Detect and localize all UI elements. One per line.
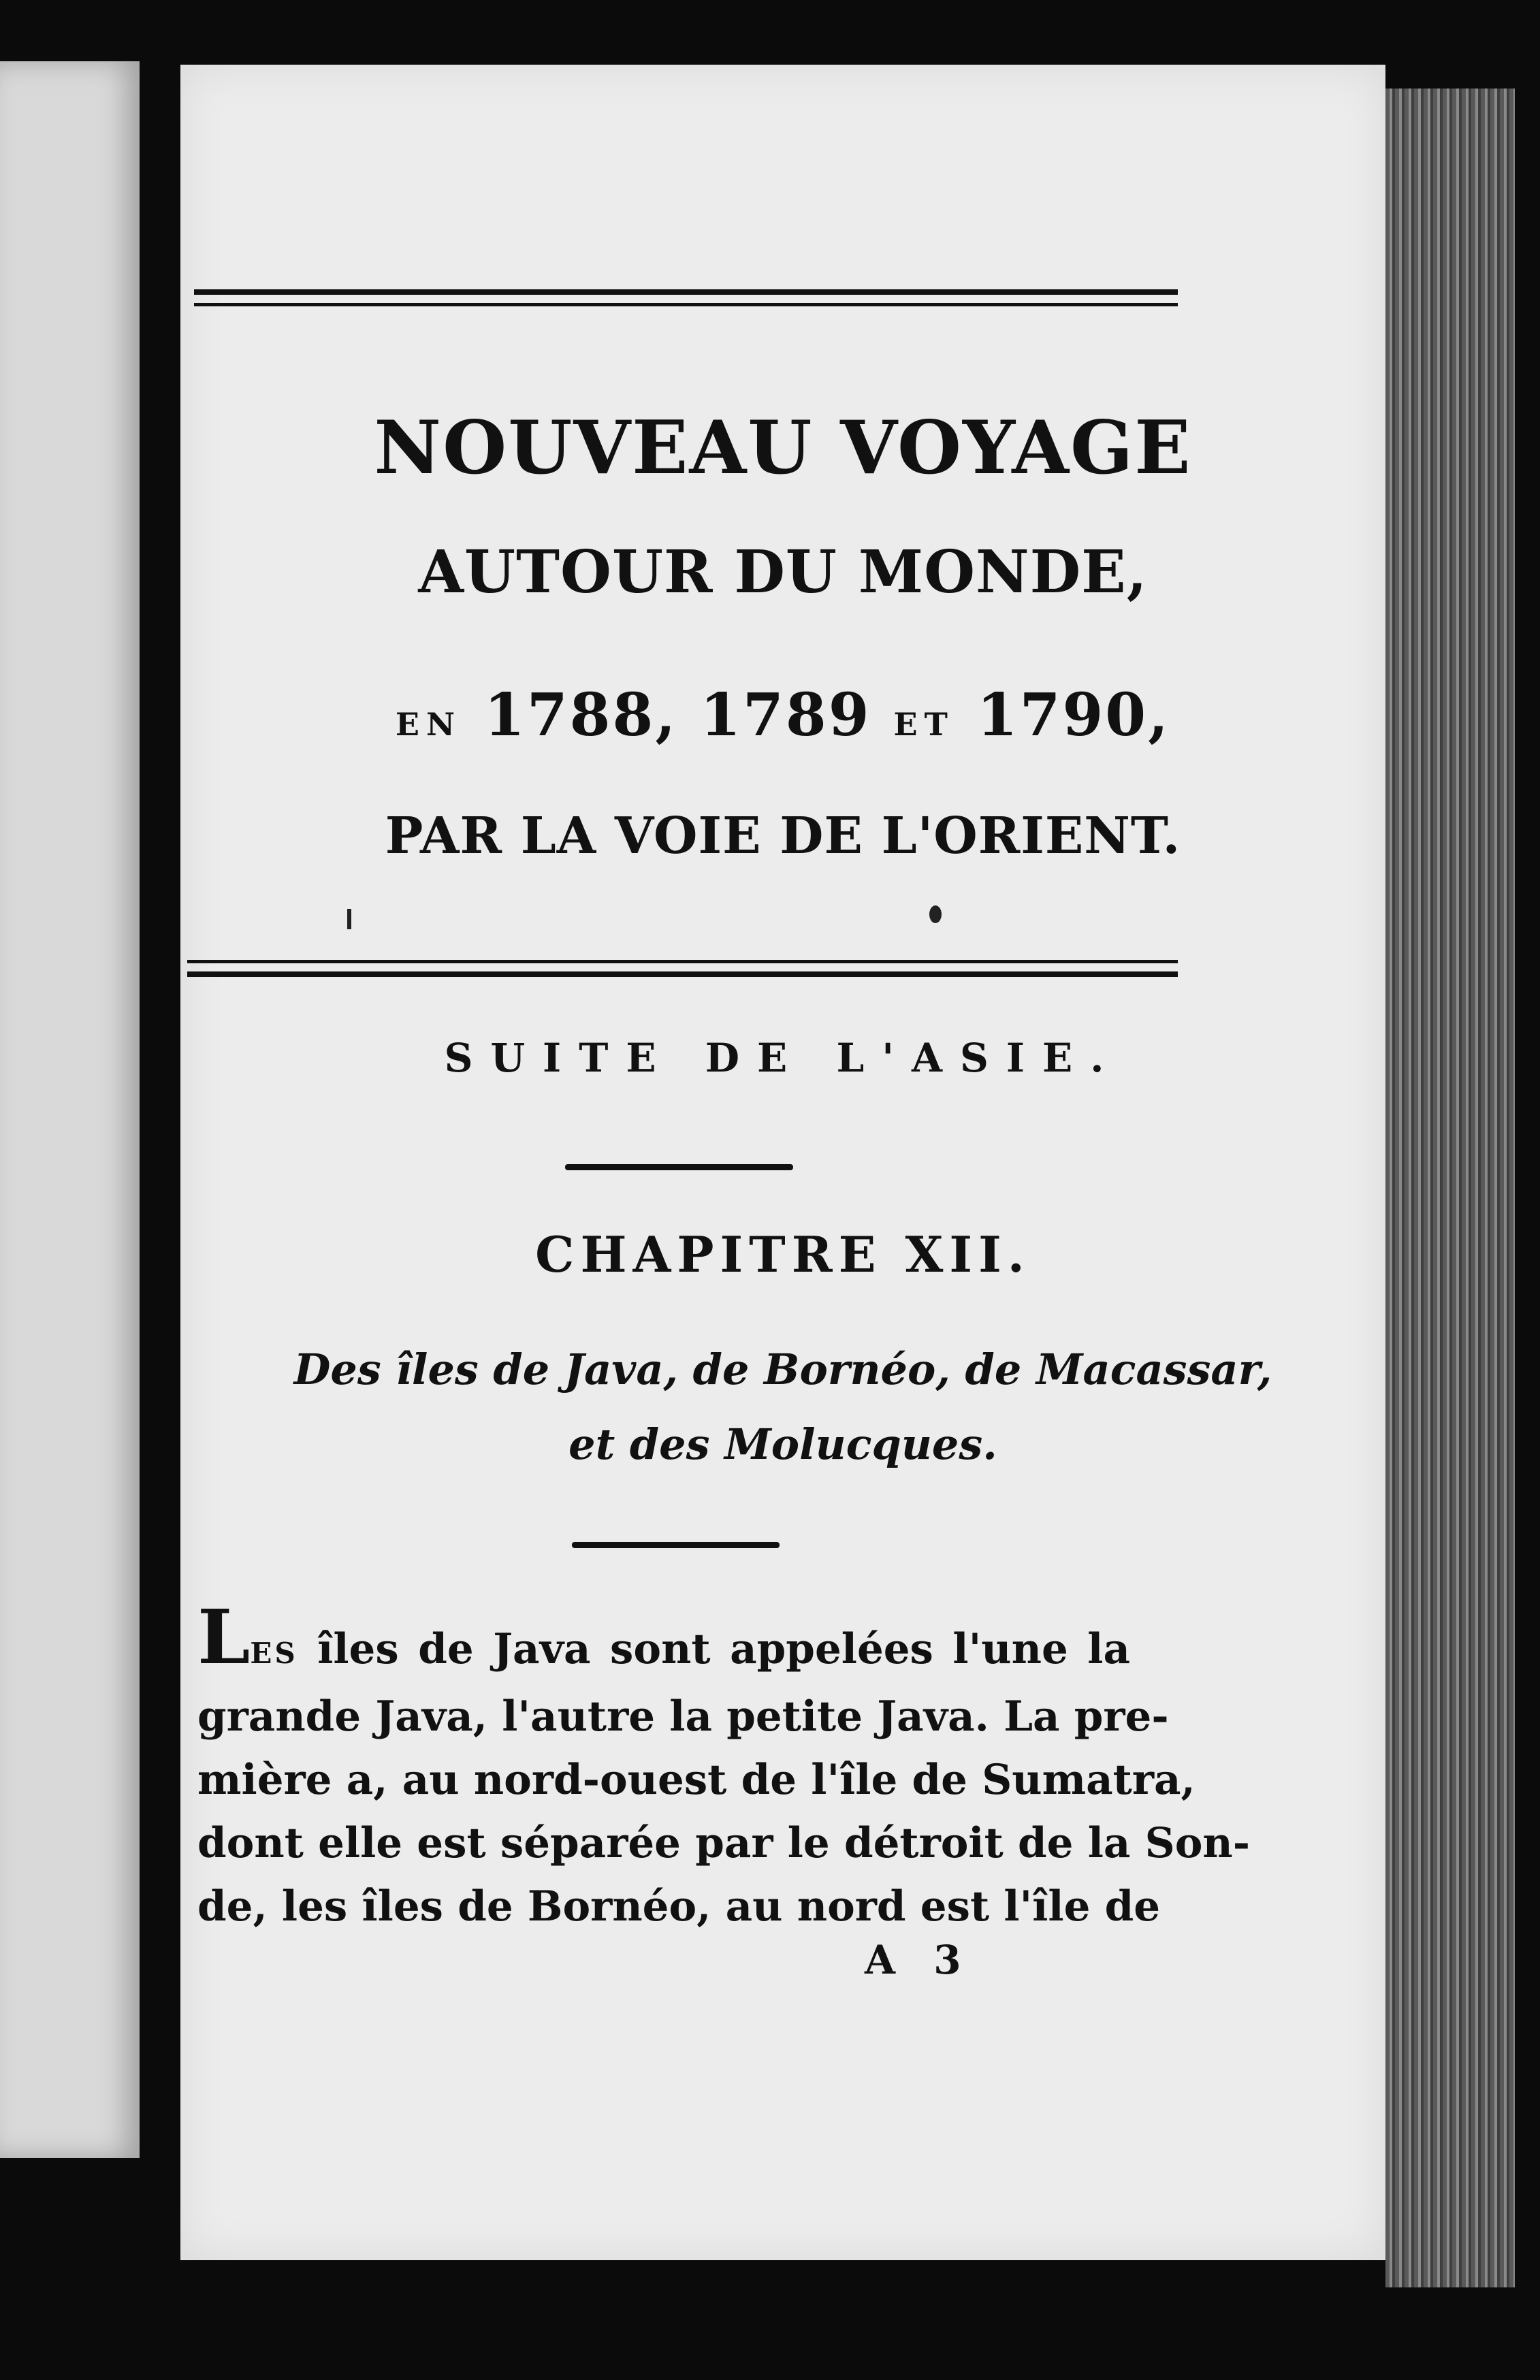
title-line-4: PAR LA VOIE DE L'ORIENT. [385, 807, 1181, 865]
signature-mark: A 3 [865, 1937, 974, 1983]
title-et: ET [893, 706, 955, 743]
body-paragraph [197, 1593, 1251, 1938]
middle-double-rule [187, 960, 1178, 985]
body-line-2: grande Java, l'autre la petite Java. La pre- [197, 1692, 1169, 1741]
body-line-1 [197, 1593, 1130, 1685]
title-line-2: AUTOUR DU MONDE, [418, 538, 1148, 607]
ink-speck [929, 905, 942, 923]
title-en: EN [395, 706, 462, 743]
chapter-heading: CHAPITRE XII. [535, 1225, 1031, 1283]
chapter-subtitle-line-1: Des îles de Java, de Bornéo, de Macassar, [293, 1345, 1272, 1394]
title-line-1: NOUVEAU VOYAGE [374, 405, 1192, 491]
title-years-1: 1788, 1789 [483, 681, 871, 750]
previous-page-edge [0, 61, 140, 2158]
body-line-5: de, les îles de Bornéo, au nord est l'île de [197, 1882, 1161, 1931]
chapter-subtitle-line-2: et des Molucques. [568, 1419, 997, 1469]
short-rule-1 [565, 1164, 793, 1170]
body-line-4: dont elle est séparée par le détroit de la Son- [197, 1819, 1251, 1867]
short-rule-2 [572, 1542, 780, 1548]
drop-cap: L [197, 1593, 251, 1681]
ink-speck [347, 909, 351, 929]
smallcaps-text: ES [250, 1637, 298, 1670]
body-line-3: mière a, au nord-ouest de l'île de Sumatra, [197, 1756, 1196, 1804]
body-line-1-text: îles de Java sont appelées l'une la [298, 1625, 1130, 1673]
section-heading: SUITE DE L'ASIE. [444, 1035, 1122, 1081]
title-line-3 [180, 681, 1385, 750]
title-years-2: 1790, [976, 681, 1171, 750]
top-double-rule [194, 289, 1178, 315]
page-edges [1385, 89, 1515, 2287]
